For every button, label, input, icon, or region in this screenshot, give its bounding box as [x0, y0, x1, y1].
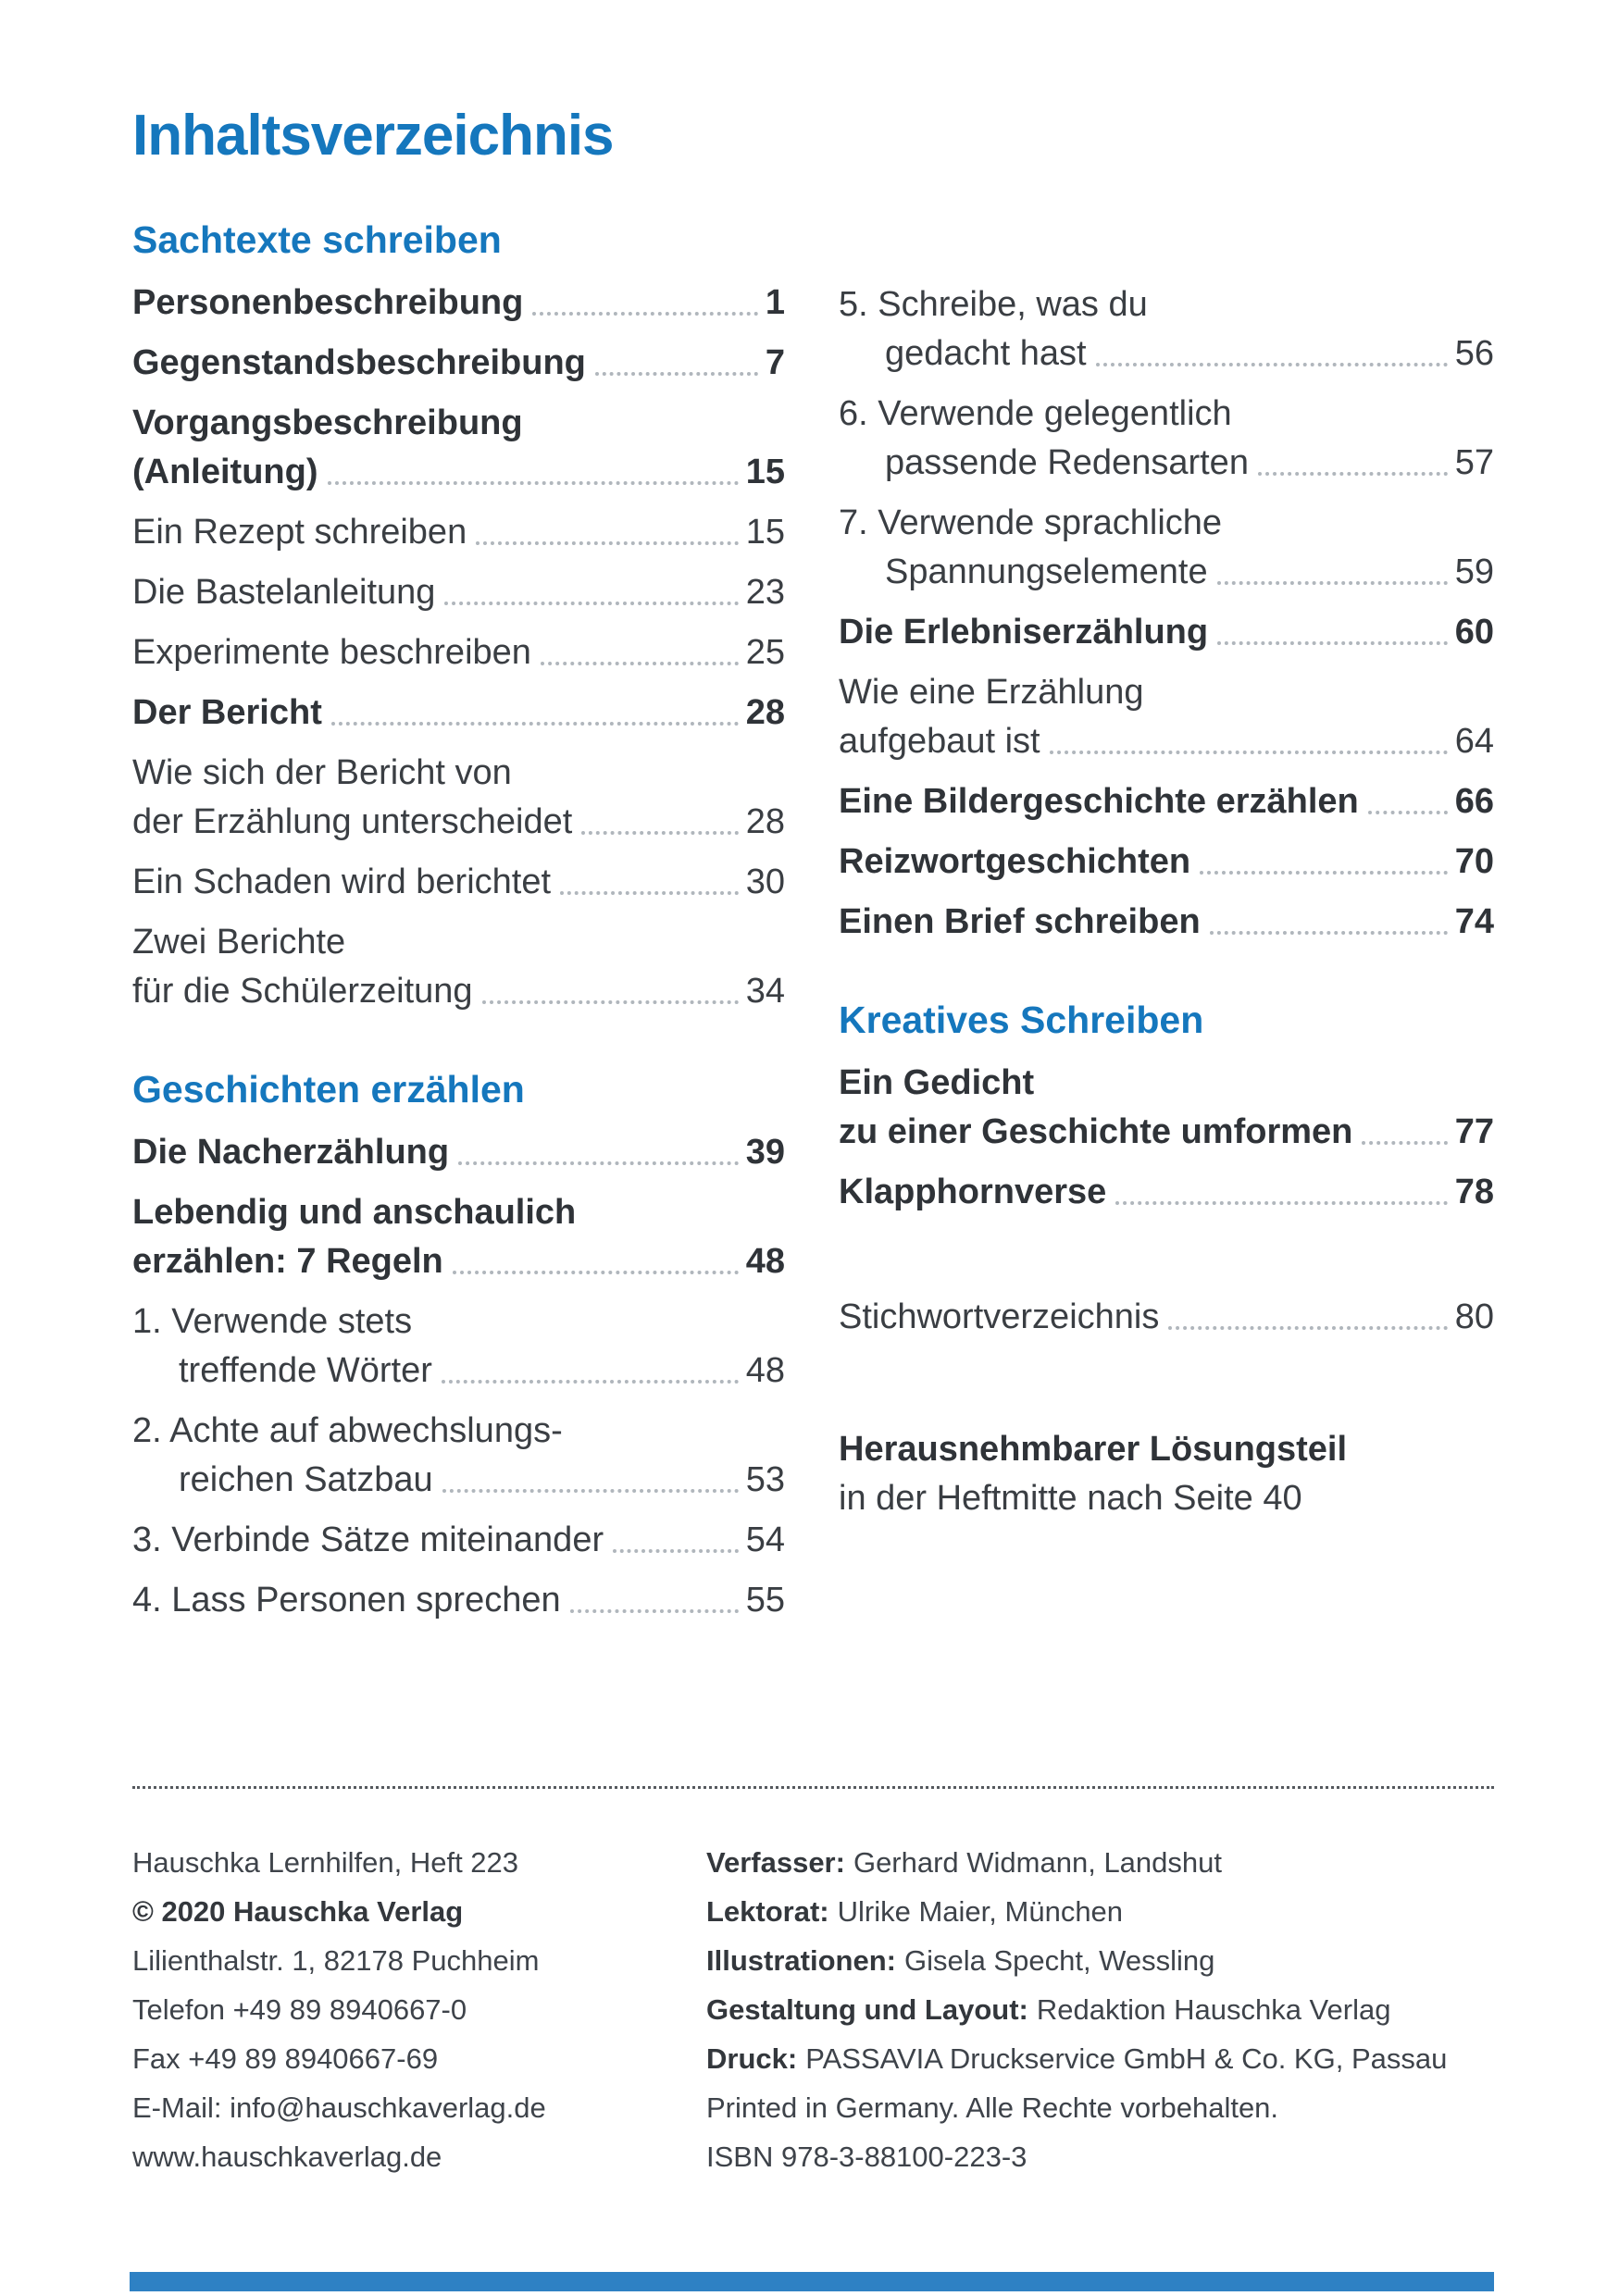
toc-page-number: 74 — [1454, 902, 1494, 941]
toc-entry-text: 2. Achte auf abwechslungs- — [132, 1411, 563, 1450]
footer-text: Fax +49 89 8940667-69 — [132, 2042, 439, 2075]
toc-page-number: 56 — [1454, 334, 1494, 373]
toc-entry — [839, 777, 1494, 826]
toc-entry-text: aufgebaut ist — [839, 722, 1040, 761]
toc-leader-dots — [523, 279, 766, 328]
toc-entry-line — [839, 608, 1494, 657]
footer-line — [132, 1985, 706, 2034]
toc-leader-dots — [1106, 1168, 1454, 1217]
toc-entry — [839, 1425, 1494, 1523]
toc-entry-line — [839, 329, 1494, 379]
toc-page-number: 64 — [1454, 722, 1494, 761]
toc-entry — [839, 668, 1494, 766]
toc-entry-line — [839, 1108, 1494, 1157]
spacer — [839, 211, 1494, 280]
toc-entry-text: Zwei Berichte — [132, 923, 346, 962]
toc-entry-text: für die Schülerzeitung — [132, 972, 473, 1011]
footer-text: E-Mail: info@hauschkaverlag.de — [132, 2091, 546, 2124]
toc-columns — [132, 211, 1494, 1636]
footer-text: PASSAVIA Druckservice GmbH & Co. KG, Passau — [805, 2042, 1448, 2075]
section-heading: Sachtexte schreiben — [132, 218, 502, 261]
footer-label: Druck: — [706, 2042, 798, 2075]
footer-line — [132, 1887, 706, 1936]
toc-entry-line — [132, 508, 785, 557]
toc-entry-line — [839, 1425, 1494, 1474]
toc-entry — [132, 568, 785, 617]
toc-page-number: 7 — [765, 343, 785, 382]
toc-entry-text: Ein Schaden wird berichtet — [132, 863, 552, 901]
toc-entry-line — [839, 898, 1494, 947]
toc-column-left — [132, 211, 785, 1636]
toc-entry-line — [839, 548, 1494, 597]
toc-entry-text: passende Redensarten — [885, 443, 1249, 482]
toc-page-number: 28 — [745, 693, 785, 732]
imprint-footer — [132, 1838, 1494, 2181]
footer-text: Redaktion Hauschka Verlag — [1036, 1993, 1391, 2026]
toc-entry-text: 7. Verwende sprachliche — [839, 503, 1223, 542]
toc-entry-text: Wie eine Erzählung — [839, 673, 1144, 712]
footer-text: Telefon +49 89 8940667-0 — [132, 1993, 467, 2026]
toc-entry-line — [839, 280, 1494, 329]
toc-leader-dots — [604, 1516, 746, 1565]
toc-entry — [839, 280, 1494, 379]
toc-leader-dots — [1087, 329, 1455, 379]
toc-entry-line — [839, 499, 1494, 548]
toc-entry — [132, 1188, 785, 1286]
toc-entry-line — [132, 1128, 785, 1177]
toc-entry — [132, 858, 785, 907]
toc-entry — [132, 279, 785, 328]
toc-page-number: 66 — [1454, 782, 1494, 821]
toc-page-number: 70 — [1454, 842, 1494, 881]
toc-entry-text: 3. Verbinde Sätze miteinander — [132, 1520, 604, 1559]
toc-entry-line — [132, 1516, 785, 1565]
footer-line — [706, 2132, 1494, 2181]
toc-entry — [132, 1516, 785, 1565]
toc-entry — [839, 838, 1494, 887]
toc-leader-dots — [322, 689, 746, 738]
toc-entry — [132, 1128, 785, 1177]
toc-entry-text: 5. Schreibe, was du — [839, 285, 1148, 324]
spacer — [839, 1228, 1494, 1293]
toc-column-right — [839, 211, 1494, 1534]
footer-line — [706, 1936, 1494, 1985]
toc-entry — [132, 1297, 785, 1396]
toc-leader-dots — [551, 858, 746, 907]
toc-entry — [132, 1576, 785, 1625]
spacer — [839, 1353, 1494, 1425]
toc-page-number: 78 — [1454, 1173, 1494, 1211]
toc-entry-line — [132, 918, 785, 967]
toc-entry-line — [132, 568, 785, 617]
toc-entry-line — [839, 1474, 1494, 1523]
toc-entry — [839, 608, 1494, 657]
toc-page-number: 25 — [745, 633, 785, 672]
toc-page-number: 15 — [745, 453, 785, 491]
toc-leader-dots — [467, 508, 746, 557]
footer-text: Ulrike Maier, München — [837, 1895, 1124, 1928]
toc-leader-dots — [449, 1128, 746, 1177]
toc-page-number: 1 — [765, 283, 785, 322]
toc-entry-text: Reizwortgeschichten — [839, 842, 1191, 881]
toc-entry-text: Herausnehmbarer Lösungsteil — [839, 1430, 1348, 1469]
toc-entry-line — [132, 1456, 785, 1505]
toc-entry-line — [839, 717, 1494, 766]
toc-leader-dots — [1201, 898, 1455, 947]
toc-entry-text: Spannungselemente — [885, 552, 1208, 591]
toc-page-number: 48 — [745, 1351, 785, 1390]
toc-leader-dots — [1040, 717, 1455, 766]
toc-leader-dots — [443, 1237, 746, 1286]
toc-entry-line — [132, 858, 785, 907]
toc-leader-dots — [561, 1576, 746, 1625]
table-of-contents — [132, 104, 1494, 1636]
toc-leader-dots — [572, 798, 745, 847]
toc-entry-line — [132, 628, 785, 677]
toc-entry-text: 1. Verwende stets — [132, 1302, 413, 1341]
toc-leader-dots — [1249, 439, 1455, 488]
toc-entry — [132, 508, 785, 557]
toc-leader-dots — [318, 448, 746, 497]
toc-page-number: 30 — [745, 863, 785, 901]
toc-entry-text: Vorgangsbeschreibung — [132, 403, 523, 442]
toc-page-number: 57 — [1454, 443, 1494, 482]
toc-entry-line — [839, 838, 1494, 887]
toc-entry — [132, 749, 785, 847]
footer-line — [706, 1887, 1494, 1936]
toc-entry-text: 4. Lass Personen sprechen — [132, 1581, 561, 1620]
toc-entry-text: Personenbeschreibung — [132, 283, 524, 322]
toc-entry-line — [132, 1237, 785, 1286]
footer-line — [132, 2132, 706, 2181]
toc-leader-dots — [1208, 608, 1455, 657]
footer-label: Illustrationen: — [706, 1944, 896, 1977]
footer-label: © 2020 Hauschka Verlag — [132, 1895, 464, 1928]
toc-leader-dots — [1352, 1108, 1454, 1157]
toc-entry-line — [839, 1059, 1494, 1108]
toc-entry-line — [132, 1297, 785, 1347]
toc-entry — [839, 1293, 1494, 1342]
toc-entry-text: 6. Verwende gelegentlich — [839, 394, 1232, 433]
toc-entry-line — [839, 1168, 1494, 1217]
toc-entry-text: Stichwortverzeichnis — [839, 1297, 1160, 1336]
toc-entry-text: Experimente beschreiben — [132, 633, 531, 672]
toc-entry-text: Einen Brief schreiben — [839, 902, 1201, 941]
toc-entry-text: Lebendig und anschaulich — [132, 1193, 577, 1232]
toc-entry-line — [132, 399, 785, 448]
toc-entry-text: Wie sich der Bericht von — [132, 753, 512, 792]
toc-entry-text: zu einer Geschichte umformen — [839, 1112, 1353, 1151]
footer-text: Printed in Germany. Alle Rechte vorbehalten. — [706, 2091, 1279, 2124]
toc-leader-dots — [531, 628, 746, 677]
toc-entry-line — [132, 1407, 785, 1456]
toc-entry — [132, 1407, 785, 1505]
toc-entry-text: gedacht hast — [885, 334, 1087, 373]
toc-entry — [132, 918, 785, 1016]
toc-entry-text: Eine Bildergeschichte erzählen — [839, 782, 1359, 821]
toc-entry-text: Die Nacherzählung — [132, 1133, 450, 1172]
toc-entry — [839, 499, 1494, 597]
toc-page-number: 34 — [745, 972, 785, 1011]
toc-page-number: 23 — [745, 573, 785, 612]
bottom-accent-bar — [130, 2272, 1494, 2291]
footer-line — [706, 2083, 1494, 2132]
toc-entry-text: Die Bastelanleitung — [132, 573, 436, 612]
toc-leader-dots — [1359, 777, 1455, 826]
toc-entry — [839, 1059, 1494, 1157]
toc-entry-text: Klapphornverse — [839, 1173, 1107, 1211]
toc-page-number: 54 — [745, 1520, 785, 1559]
toc-entry — [132, 339, 785, 388]
toc-leader-dots — [586, 339, 766, 388]
toc-entry-line — [132, 339, 785, 388]
toc-page-number: 60 — [1454, 613, 1494, 652]
toc-entry-text: Ein Rezept schreiben — [132, 513, 467, 552]
toc-entry-text: treffende Wörter — [179, 1351, 432, 1390]
toc-entry-text: Gegenstandsbeschreibung — [132, 343, 586, 382]
toc-entry — [132, 628, 785, 677]
toc-page-number: 59 — [1454, 552, 1494, 591]
toc-leader-dots — [1190, 838, 1455, 887]
footer-line — [132, 2083, 706, 2132]
toc-leader-dots — [435, 568, 745, 617]
footer-text: ISBN 978-3-88100-223-3 — [706, 2141, 1027, 2173]
toc-leader-dots — [433, 1456, 746, 1505]
toc-entry-line — [132, 1188, 785, 1237]
toc-entry-line — [132, 448, 785, 497]
toc-entry-line — [132, 279, 785, 328]
toc-page-number: 77 — [1454, 1112, 1494, 1151]
toc-page-number: 48 — [745, 1242, 785, 1281]
toc-entry — [839, 898, 1494, 947]
toc-entry — [839, 390, 1494, 488]
toc-entry-line — [132, 798, 785, 847]
toc-entry-line — [839, 777, 1494, 826]
page-title: Inhaltsverzeichnis — [132, 104, 614, 168]
toc-entry — [132, 689, 785, 738]
footer-line — [706, 1838, 1494, 1887]
footer-text: Hauschka Lernhilfen, Heft 223 — [132, 1846, 519, 1879]
toc-page-number: 28 — [745, 802, 785, 841]
footer-divider — [132, 1786, 1494, 1789]
footer-text: Gerhard Widmann, Landshut — [853, 1846, 1223, 1879]
imprint-right-column — [706, 1838, 1494, 2181]
toc-leader-dots — [1208, 548, 1455, 597]
toc-page-number: 80 — [1454, 1297, 1494, 1336]
toc-page-number: 15 — [745, 513, 785, 552]
toc-leader-dots — [473, 967, 746, 1016]
footer-label: Lektorat: — [706, 1895, 829, 1928]
toc-entry-line — [839, 439, 1494, 488]
imprint-left-column — [132, 1838, 706, 2181]
footer-label: Verfasser: — [706, 1846, 845, 1879]
toc-entry-line — [132, 1347, 785, 1396]
toc-entry-line — [132, 1576, 785, 1625]
toc-entry-text: erzählen: 7 Regeln — [132, 1242, 443, 1281]
toc-entry-text: reichen Satzbau — [179, 1460, 433, 1499]
toc-entry-text: (Anleitung) — [132, 453, 318, 491]
footer-line — [706, 1985, 1494, 2034]
toc-entry-line — [839, 390, 1494, 439]
section-heading: Geschichten erzählen — [132, 1068, 525, 1111]
toc-entry-line — [132, 967, 785, 1016]
toc-entry-text: Die Erlebniserzählung — [839, 613, 1209, 652]
toc-entry-line — [839, 1293, 1494, 1342]
toc-leader-dots — [432, 1347, 746, 1396]
toc-page-number: 55 — [745, 1581, 785, 1620]
footer-line — [132, 2034, 706, 2083]
toc-entry-text: Ein Gedicht — [839, 1063, 1035, 1102]
toc-entry-text: der Erzählung unterscheidet — [132, 802, 573, 841]
footer-text: Lilienthalstr. 1, 82178 Puchheim — [132, 1944, 540, 1977]
footer-line — [132, 1936, 706, 1985]
footer-label: Gestaltung und Layout: — [706, 1993, 1028, 2026]
toc-page-number: 53 — [745, 1460, 785, 1499]
footer-text: Gisela Specht, Wessling — [903, 1944, 1215, 1977]
footer-line — [132, 1838, 706, 1887]
toc-entry-line — [839, 668, 1494, 717]
toc-page-number: 39 — [745, 1133, 785, 1172]
toc-entry-line — [132, 689, 785, 738]
footer-line — [706, 2034, 1494, 2083]
toc-entry — [839, 1168, 1494, 1217]
toc-leader-dots — [1159, 1293, 1454, 1342]
toc-entry-text: in der Heftmitte nach Seite 40 — [839, 1479, 1302, 1518]
toc-entry — [132, 399, 785, 497]
toc-entry-line — [132, 749, 785, 798]
section-heading: Kreatives Schreiben — [839, 999, 1204, 1041]
toc-entry-text: Der Bericht — [132, 693, 322, 732]
footer-text: www.hauschkaverlag.de — [132, 2141, 442, 2173]
